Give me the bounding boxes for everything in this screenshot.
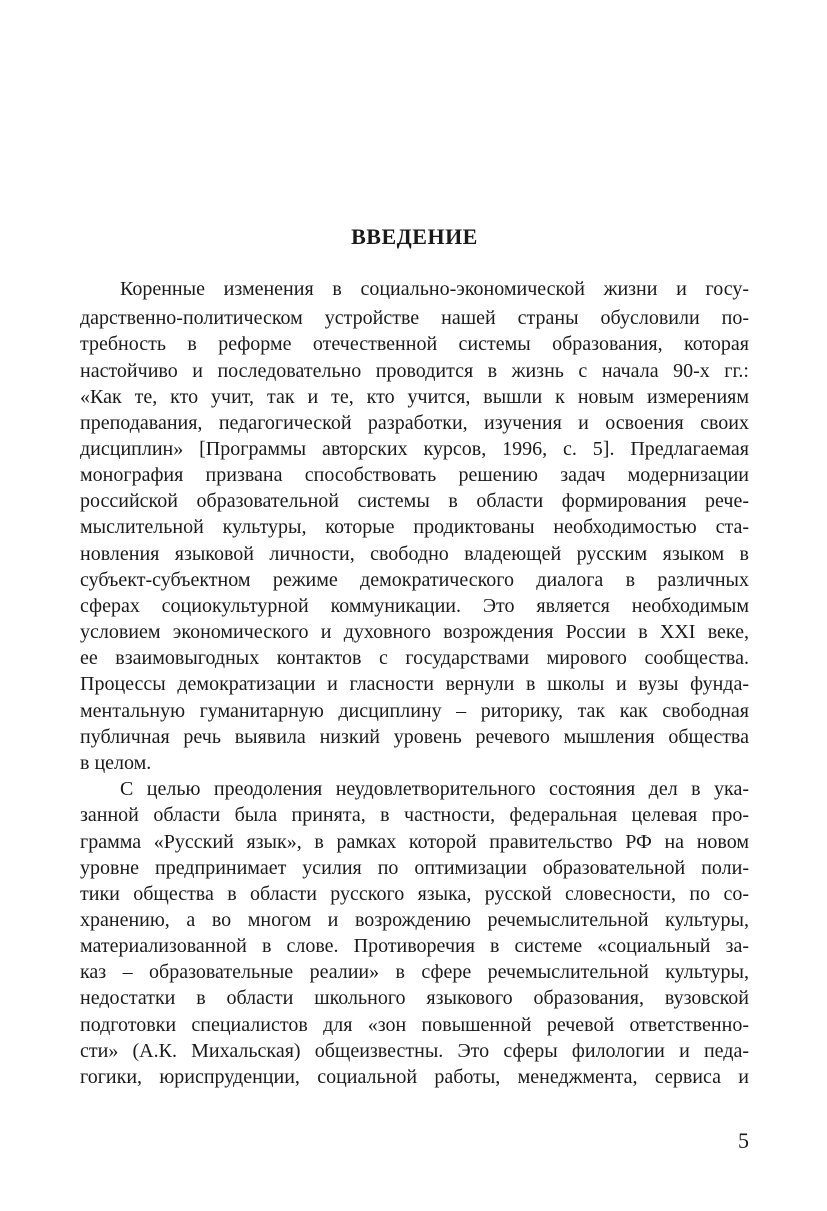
text-line: тики общества в области русского языка, русской словесности, по со-	[80, 883, 749, 905]
text-line: уровне предпринимает усилия по оптимизации образовательной поли-	[80, 857, 749, 879]
text-line: сти» (А.К. Михальская) общеизвестны. Это сферы филологии и педа-	[80, 1040, 749, 1062]
text-line: дисциплин» [Программы авторских курсов, 1996, с. 5]. Предлагаемая	[80, 438, 749, 460]
text-line: Процессы демократизации и гласности вернули в школы и вузы фунда-	[80, 673, 749, 695]
text-line: в целом.	[80, 752, 152, 774]
text-line: мыслительной культуры, которые продиктованы необходимостью ста-	[80, 516, 749, 538]
text-line: «Как те, кто учит, так и те, кто учится, вышли к новым измерениям	[80, 386, 749, 408]
text-line: каз – образовательные реалии» в сфере речемыслительной культуры,	[80, 961, 749, 983]
text-line: С целью преодоления неудовлетворительного состояния дел в ука-	[120, 778, 749, 800]
page-number: 5	[738, 1128, 749, 1153]
text-line: грамма «Русский язык», в рамках которой правительство РФ на новом	[80, 831, 749, 853]
text-line: условием экономического и духовного возрождения России в XXI веке,	[80, 621, 749, 643]
text-line: сферах социокультурной коммуникации. Это является необходимым	[80, 595, 749, 617]
text-line: монография призвана способствовать решению задач модернизации	[80, 464, 749, 486]
text-line: хранению, а во многом и возрождению речемыслительной культуры,	[80, 909, 749, 931]
text-line: Коренные изменения в социально-экономической жизни и госу-	[120, 278, 749, 300]
text-line: дарственно-политическом устройстве нашей страны обусловили по-	[80, 307, 749, 329]
text-line: новления языковой личности, свободно владеющей русским языком в	[80, 543, 749, 565]
text-line: требность в реформе отечественной системы образования, которая	[80, 333, 749, 355]
text-line: материализованной в слове. Противоречия в системе «социальный за-	[80, 935, 749, 957]
text-line: субъект-субъектном режиме демократического диалога в различных	[80, 569, 749, 591]
text-line: ее взаимовыгодных контактов с государствами мирового сообщества.	[80, 647, 749, 669]
text-line: подготовки специалистов для «зон повышенной речевой ответственно-	[80, 1014, 749, 1036]
text-line: настойчиво и последовательно проводится в жизнь с начала 90-х гг.:	[80, 360, 749, 382]
text-line: занной области была принята, в частности, федеральная целевая про-	[80, 804, 749, 826]
text-line: недостатки в области школьного языкового образования, вузовской	[80, 987, 749, 1009]
text-line: российской образовательной системы в области формирования рече-	[80, 490, 749, 512]
text-line: ментальную гуманитарную дисциплину – риторику, так как свободная	[80, 700, 749, 722]
text-line: преподавания, педагогической разработки, изучения и освоения своих	[80, 412, 749, 434]
text-line: гогики, юриспруденции, социальной работы, менеджмента, сервиса и	[80, 1066, 749, 1088]
document-page	[80, 0, 749, 1211]
page-title: ВВЕДЕНИЕ	[351, 224, 478, 249]
text-line: публичная речь выявила низкий уровень речевого мышления общества	[80, 726, 749, 748]
